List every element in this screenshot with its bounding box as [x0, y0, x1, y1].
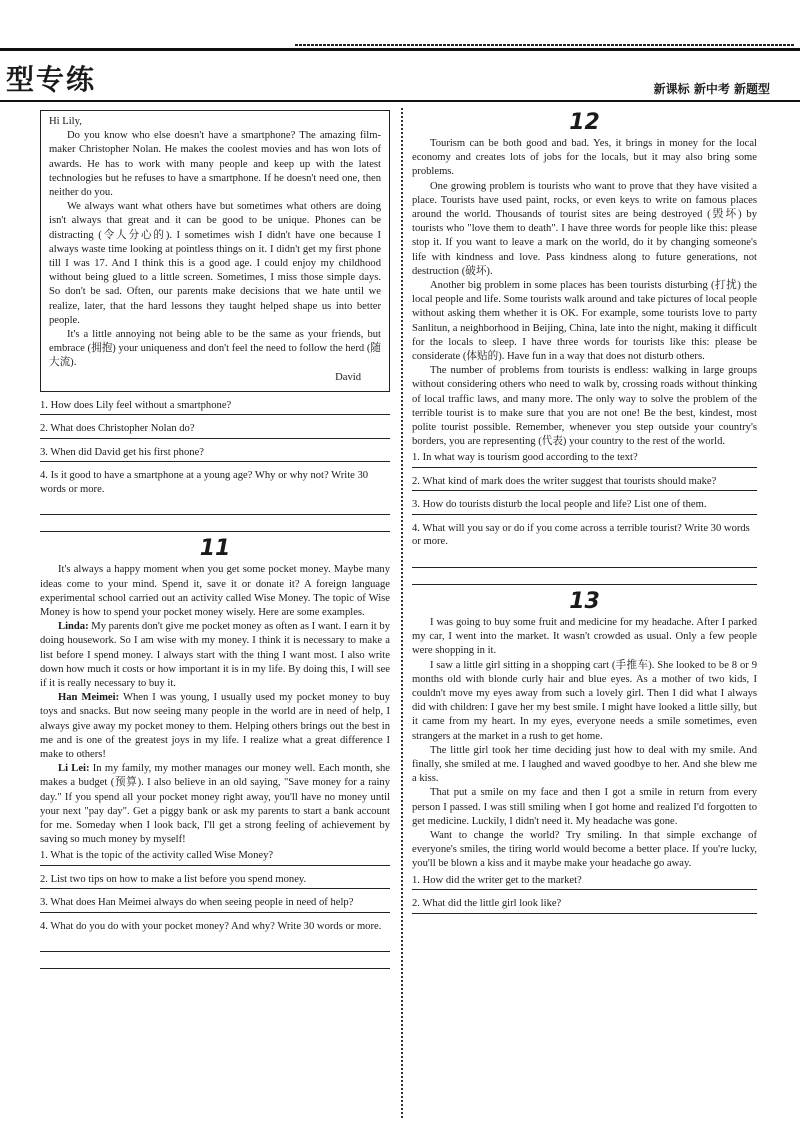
questions-11 — [40, 847, 390, 969]
question: 2. What kind of mark does the writer suggest that tourists should make? — [412, 468, 757, 492]
answer-line — [40, 952, 390, 969]
letter-paragraph: It's a little annoying not being able to be the same as your friends, but embrace (拥抱) your uniqueness and don't feel the need to follow the herd (随大流). — [49, 329, 381, 369]
passage-paragraph: I saw a little girl sitting in a shopping cart (手推车). She looked to be 8 or 9 months old with blonde curly hair and blue eyes. As a mother of two kids, I couldn't move my eyes away from such a lovely girl. Then I did what I always did with children: I gave her my best smile. I might have looked a little silly, but it came from my heart. In my eyes, everyone needs a smile sometimes, even strangers at the market in a rush to get home. — [412, 659, 757, 742]
passage-paragraph: Want to change the world? Try smiling. In that simple exchange of everyone's smiles, the tiring world would become a better place. If you're lucky, you'll be blown a kiss and it maybe make your headache go away. — [412, 830, 757, 870]
section-number: 12 — [569, 110, 600, 135]
passage-11 — [40, 563, 390, 847]
question: 3. When did David get his first phone? — [40, 439, 390, 463]
header-under-rule — [0, 100, 800, 102]
header-dotted-rule — [295, 44, 795, 46]
questions-13 — [412, 872, 757, 914]
passage-paragraph: I was going to buy some fruit and medicine for my headache. After I parked my car, I went into the market. It wasn't crowded as usual. Only a few people were shopping in it. — [412, 616, 757, 657]
question: 3. What does Han Meimei always do when seeing people in need of help? — [40, 889, 390, 913]
question: 4. What do you do with your pocket money? And why? Write 30 words or more. — [40, 920, 382, 932]
questions-10 — [40, 392, 390, 533]
speaker-name: Li Lei: — [58, 763, 90, 775]
question: 2. What did the little girl look like? — [412, 890, 757, 914]
answer-line — [40, 515, 390, 532]
answer-line — [412, 551, 757, 568]
question: 1. How did the writer get to the market? — [412, 872, 757, 891]
passage-entry: Li Lei: In my family, my mother manages our money well. Each month, she makes a budget (预算). I also believe in an old saying, "Save money for a rainy day." If you spend all your pocket money right away, you'll have no money until your next "pay day". Get a piggy bank or ask my parents to start a bank account for me. Someday when I look back, I'll get a strong feeling of achievement by saving so much money by myself! — [40, 763, 390, 846]
letter-box — [40, 110, 390, 392]
question: 2. What does Christopher Nolan do? — [40, 415, 390, 439]
speaker-name: Linda: — [58, 621, 89, 633]
passage-12 — [412, 137, 757, 449]
letter-signature: David — [335, 371, 361, 383]
passage-paragraph: That put a smile on my face and then I got a smile in return from every person I passed. I was still smiling when I got home and realized I'd forgotten to get medicine. Luckily, I didn't need it. My headache was gone. — [412, 787, 757, 827]
left-column — [40, 110, 390, 969]
answer-line — [40, 935, 390, 952]
question: 4. Is it good to have a smartphone at a young age? Why or why not? Write 30 words or more. — [40, 470, 369, 495]
page-title: 型专练 — [6, 63, 97, 96]
questions-12 — [412, 449, 757, 585]
passage-intro: It's always a happy moment when you get some pocket money. Maybe many ideas come to your mind. Spend it, save it or donate it? A foreign language experimental school carried out an activity called Wise Money. The topic of Wise Money is how to spend your pocket money wisely. Here are some examples. — [40, 564, 390, 618]
speaker-name: Han Meimei: — [58, 692, 120, 704]
question: 2. List two tips on how to make a list before you spend money. — [40, 866, 390, 890]
question: 3. How do tourists disturb the local people and life? List one of them. — [412, 491, 757, 515]
passage-13 — [412, 616, 757, 872]
answer-line — [412, 568, 757, 585]
passage-paragraph: The number of problems from tourists is endless: walking in large groups without considering others who need to walk by, crossing roads without thinking of local traffic laws, and many more. The only way to solve the problem of the terrible tourist is to make sure that you are not one! Be the best, kindest, most polite tourist possible. Remember, whenever you step outside your country's borders, you are representing (代表) your country to the rest of the world. — [412, 365, 757, 448]
letter-paragraph: We always want what others have but sometimes what others are doing isn't always that great and it can be good to be unique. Phones can be distracting (令人分心的). I sometimes wish I didn't have one because I always waste time looking at pointless things on it. I didn't get my first phone till I was 17. And I think this is a good age. I could enjoy my childhood without being glued to a little screen. Sometimes, I miss those simple days. So don't be sad. Often, our parents make decisions that we hate until we realize, later, that the hard lessons they taught helped shape us into better people. — [49, 201, 381, 326]
series-label: 新课标 新中考 新题型 — [653, 82, 770, 96]
question: 4. What will you say or do if you come across a terrible tourist? Write 30 words or more. — [412, 522, 750, 548]
header-rule — [0, 48, 800, 51]
question: 1. What is the topic of the activity called Wise Money? — [40, 847, 390, 866]
answer-line — [40, 498, 390, 515]
question: 1. How does Lily feel without a smartphone? — [40, 392, 390, 416]
passage-entry: Linda: My parents don't give me pocket money as often as I want. I earn it by doing housework. So I am wise with my money. I think it is necessary to make a list before I spend money. I always start with the thing I want most. I also write down how much it costs or how important it is in my life. By doing this, I will see if it is really necessary to buy it. — [40, 621, 390, 689]
letter-greeting: Hi Lily, — [49, 116, 82, 127]
column-divider — [401, 108, 403, 1118]
question: 1. In what way is tourism good according to the text? — [412, 449, 757, 468]
passage-entry: Han Meimei: When I was young, I usually used my pocket money to buy toys and snacks. But now seeing many people in the world are in need of help, I always give away my pocket money to them. Helping others brings out the best in me and is one of the greatest joys in my life. I realize what a great difference I make to others! — [40, 692, 390, 760]
section-number: 13 — [569, 588, 600, 614]
letter-paragraph: Do you know who else doesn't have a smartphone? The amazing film-maker Christopher Nolan. He makes the coolest movies and has won lots of awards. He has to work with many people and keep up with the latest technologies but he refuses to have a smartphone. If he doesn't need one, then neither do you. — [49, 130, 381, 199]
right-column — [412, 110, 757, 914]
passage-paragraph: The little girl took her time deciding just how to deal with my smile. And finally, she smiled at me. I laughed and waved goodbye to her. And she blew me a kiss. — [412, 744, 757, 785]
section-number: 11 — [199, 536, 231, 562]
passage-paragraph: One growing problem is tourists who want to prove that they have visited a place. Tourists have used paint, rocks, or even keys to write on famous places around the world. Thousands of tourist sites are being destroyed (毁坏) by tourists who "love them to death". I have three words for people like this: please stop it. If you want to leave a mark on the world, do it by changing someone's life with kindness and love. Pass kindness along to future generations, not destruction (破坏). — [412, 180, 757, 277]
passage-paragraph: Another big problem in some places has been tourists disturbing (打扰) the local people and life. Some tourists walk around and take pictures of local people without asking them whether it is OK. For example, some tourists love to party Sanlitun, a neighborhood in Beijing, China, late into the night, making it difficult for the locals to sleep. I have three words for tourists like this: please be considerate (体贴的). Have fun in a way that does not disturb others. — [412, 280, 757, 363]
passage-paragraph: Tourism can be both good and bad. Yes, it brings in money for the local economy and creates lots of jobs for the locals, but it may also bring some problems. — [412, 138, 757, 178]
